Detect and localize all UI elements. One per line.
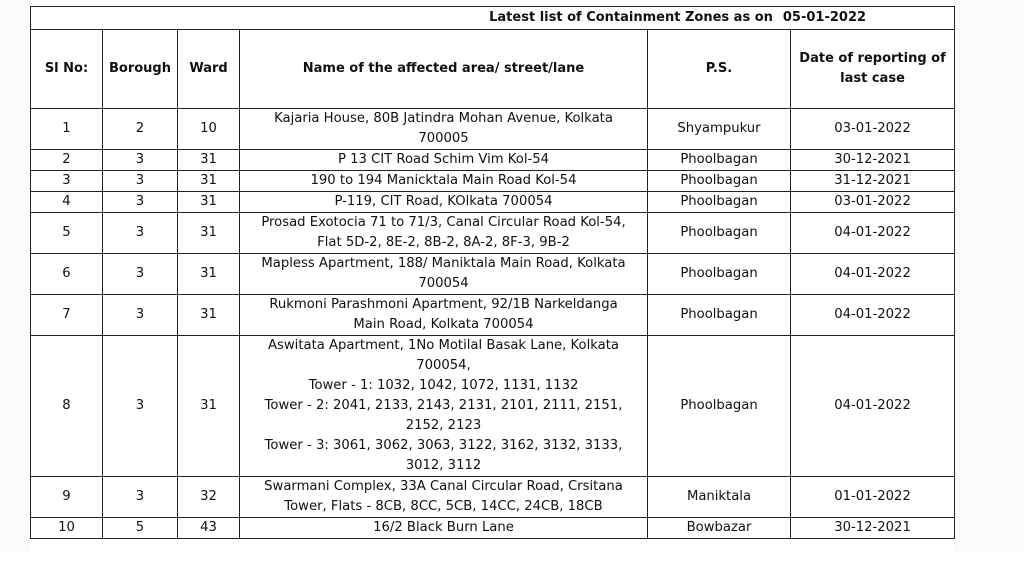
cell-ward: 31 — [178, 192, 240, 213]
cell-sl-no: 8 — [31, 336, 103, 477]
cell-date: 04-01-2022 — [791, 295, 955, 336]
cell-sl-no: 3 — [31, 171, 103, 192]
area-line: 700054, — [416, 358, 471, 373]
cell-date: 31-12-2021 — [791, 171, 955, 192]
cell-ward: 31 — [178, 171, 240, 192]
cell-borough: 3 — [103, 213, 178, 254]
area-line: 700054 — [418, 276, 469, 291]
cell-ps: Phoolbagan — [648, 192, 791, 213]
header-area: Name of the affected area/ street/lane — [240, 30, 648, 109]
cell-sl-no: 9 — [31, 477, 103, 518]
cell-ps: Phoolbagan — [648, 336, 791, 477]
cell-date: 30-12-2021 — [791, 518, 955, 539]
cell-sl-no: 1 — [31, 109, 103, 150]
cell-borough: 3 — [103, 295, 178, 336]
table-row — [31, 295, 955, 336]
containment-zones-table — [30, 6, 955, 539]
cell-date: 04-01-2022 — [791, 336, 955, 477]
header-ward: Ward — [178, 30, 240, 109]
area-line: P-119, CIT Road, KOlkata 700054 — [334, 194, 553, 209]
cell-sl-no: 2 — [31, 150, 103, 171]
cell-borough: 5 — [103, 518, 178, 539]
cell-area — [240, 254, 648, 295]
cell-ward: 31 — [178, 295, 240, 336]
cell-area — [240, 518, 648, 539]
cell-area — [240, 109, 648, 150]
cell-ward: 43 — [178, 518, 240, 539]
cell-sl-no: 10 — [31, 518, 103, 539]
cell-ward: 31 — [178, 336, 240, 477]
cell-sl-no: 6 — [31, 254, 103, 295]
cell-ps: Phoolbagan — [648, 213, 791, 254]
cell-ps: Shyampukur — [648, 109, 791, 150]
table-row — [31, 518, 955, 539]
cell-area — [240, 171, 648, 192]
table-row — [31, 192, 955, 213]
cell-ward: 31 — [178, 213, 240, 254]
containment-zone-sheet — [30, 6, 954, 566]
area-line: Tower, Flats - 8CB, 8CC, 5CB, 14CC, 24CB, 18CB — [284, 499, 603, 514]
title-date: 05-01-2022 — [782, 10, 867, 25]
cell-ps: Bowbazar — [648, 518, 791, 539]
header-sl-no: Sl No: — [31, 30, 103, 109]
title-row — [31, 7, 955, 30]
cell-ps: Phoolbagan — [648, 171, 791, 192]
area-line: Aswitata Apartment, 1No Motilal Basak Lane, Kolkata — [267, 338, 620, 353]
header-ps: P.S. — [648, 30, 791, 109]
cell-borough: 2 — [103, 109, 178, 150]
cell-date: 03-01-2022 — [791, 109, 955, 150]
cell-area — [240, 192, 648, 213]
cell-sl-no: 5 — [31, 213, 103, 254]
area-line: Mapless Apartment, 188/ Maniktala Main Road, Kolkata — [261, 256, 626, 271]
area-line: Tower - 3: 3061, 3062, 3063, 3122, 3162, 3132, 3133, — [264, 438, 623, 453]
table-title — [31, 7, 955, 30]
cell-date: 04-01-2022 — [791, 213, 955, 254]
cell-area — [240, 150, 648, 171]
area-line: Swarmani Complex, 33A Canal Circular Road, Crsitana — [264, 479, 623, 494]
cell-borough: 3 — [103, 150, 178, 171]
cell-ward: 32 — [178, 477, 240, 518]
area-line: 3012, 3112 — [405, 458, 482, 473]
cell-ward: 10 — [178, 109, 240, 150]
area-line: P 13 CIT Road Schim Vim Kol-54 — [337, 152, 550, 167]
area-line: Flat 5D-2, 8E-2, 8B-2, 8A-2, 8F-3, 9B-2 — [317, 235, 570, 250]
cell-date: 01-01-2022 — [791, 477, 955, 518]
area-line: 2152, 2123 — [405, 418, 482, 433]
area-line: Main Road, Kolkata 700054 — [353, 317, 534, 332]
cell-sl-no: 7 — [31, 295, 103, 336]
header-row — [31, 30, 955, 109]
cell-area — [240, 213, 648, 254]
table-row — [31, 150, 955, 171]
cell-sl-no: 4 — [31, 192, 103, 213]
area-line: Tower - 2: 2041, 2133, 2143, 2131, 2101, 2111, 2151, — [264, 398, 623, 413]
header-borough: Borough — [103, 30, 178, 109]
header-date: Date of reporting of last case — [791, 30, 955, 109]
cell-ps: Phoolbagan — [648, 254, 791, 295]
cell-date: 30-12-2021 — [791, 150, 955, 171]
cell-borough: 3 — [103, 254, 178, 295]
table-row — [31, 213, 955, 254]
title-label: Latest list of Containment Zones as on — [489, 10, 773, 25]
table-row — [31, 254, 955, 295]
table-row — [31, 109, 955, 150]
area-line: 190 to 194 Manicktala Main Road Kol-54 — [310, 173, 577, 188]
area-line: Rukmoni Parashmoni Apartment, 92/1B Narkeldanga — [269, 297, 618, 312]
area-line: 16/2 Black Burn Lane — [373, 520, 514, 535]
cell-borough: 3 — [103, 192, 178, 213]
area-line: 700005 — [418, 131, 469, 146]
cell-date: 03-01-2022 — [791, 192, 955, 213]
cell-borough: 3 — [103, 171, 178, 192]
cell-ps: Phoolbagan — [648, 150, 791, 171]
area-line: Prosad Exotocia 71 to 71/3, Canal Circular Road Kol-54, — [261, 215, 626, 230]
area-line: Tower - 1: 1032, 1042, 1072, 1131, 1132 — [308, 378, 579, 393]
table-row — [31, 171, 955, 192]
cell-area — [240, 477, 648, 518]
cell-area — [240, 336, 648, 477]
cell-borough: 3 — [103, 336, 178, 477]
cell-ps: Maniktala — [648, 477, 791, 518]
table-row — [31, 477, 955, 518]
cell-ps: Phoolbagan — [648, 295, 791, 336]
cell-borough: 3 — [103, 477, 178, 518]
area-line: Kajaria House, 80B Jatindra Mohan Avenue, Kolkata — [274, 111, 613, 126]
cell-ward: 31 — [178, 150, 240, 171]
cell-area — [240, 295, 648, 336]
cell-date: 04-01-2022 — [791, 254, 955, 295]
table-row — [31, 336, 955, 477]
cell-ward: 31 — [178, 254, 240, 295]
